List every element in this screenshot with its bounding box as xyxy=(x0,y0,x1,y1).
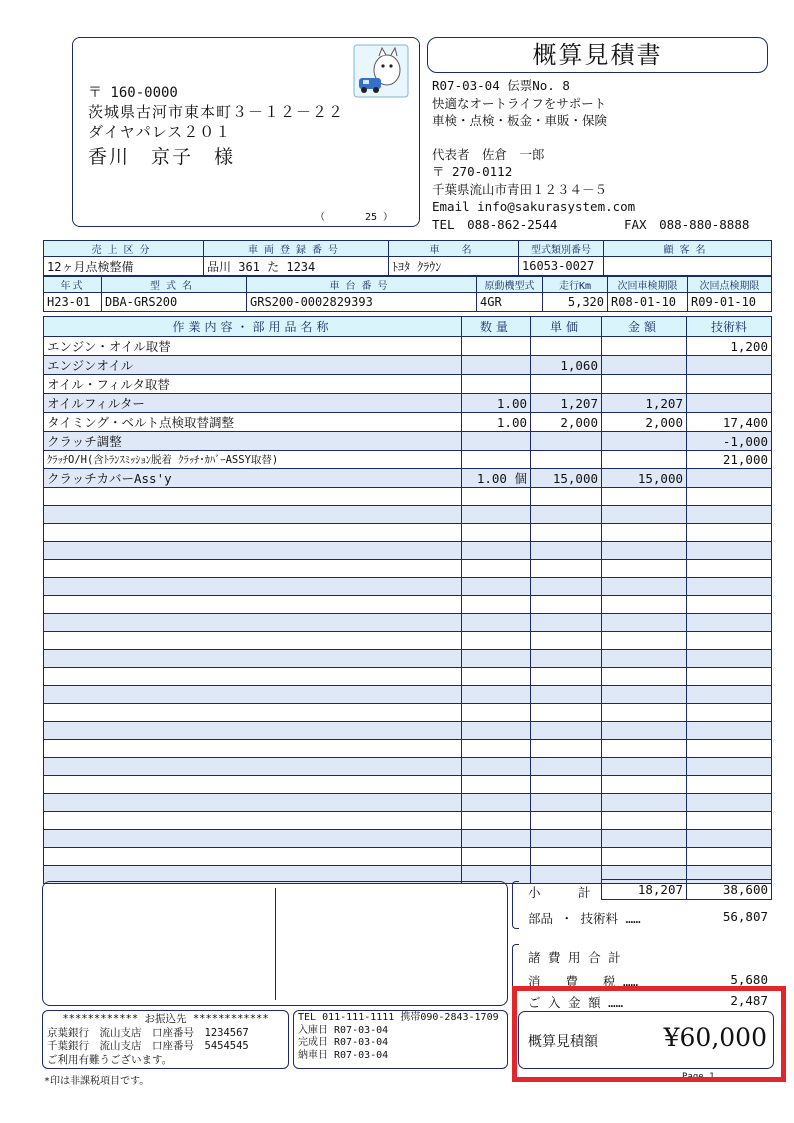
item-price xyxy=(531,578,602,596)
type-number: 16053-0027 xyxy=(519,257,604,276)
table-row xyxy=(44,356,772,375)
company-postal: 〒 270-0112 xyxy=(432,164,513,179)
item-qty: 1.00 xyxy=(462,413,531,432)
item-amount xyxy=(602,650,687,668)
hdr-car-name: 車 名 xyxy=(389,241,519,257)
item-amount xyxy=(602,560,687,578)
company-slogan1: 快適なオートライフをサポート xyxy=(432,95,607,111)
table-row xyxy=(44,488,772,506)
item-qty xyxy=(462,337,531,356)
item-tech xyxy=(687,722,772,740)
item-qty xyxy=(462,668,531,686)
table-row xyxy=(44,506,772,524)
estimate-total-label: 概算見積額 xyxy=(528,1034,598,1050)
table-row xyxy=(44,524,772,542)
item-tech: 21,000 xyxy=(687,451,772,469)
table-row xyxy=(44,469,772,488)
hdr-unit-price: 単価 xyxy=(531,317,602,337)
item-name xyxy=(44,488,462,506)
car-name: ﾄﾖﾀ ｸﾗｳﾝ xyxy=(389,257,519,276)
item-name xyxy=(44,524,462,542)
item-amount xyxy=(602,686,687,704)
table-row xyxy=(44,758,772,776)
notes-box xyxy=(42,881,508,1006)
item-qty xyxy=(462,776,531,794)
item-price xyxy=(531,794,602,812)
item-tech xyxy=(687,488,772,506)
item-amount xyxy=(602,614,687,632)
item-tech: -1,000 xyxy=(687,432,772,451)
next-check-date: R09-01-10 xyxy=(688,293,772,312)
item-name: オイルフィルター xyxy=(44,394,462,413)
model-name: DBA-GRS200 xyxy=(102,293,247,312)
hdr-year: 年式 xyxy=(44,277,102,293)
table-row xyxy=(44,614,772,632)
deposit-label: ご 入 金 額 …… xyxy=(528,995,624,1010)
item-price xyxy=(531,812,602,830)
table-row xyxy=(44,596,772,614)
item-tech xyxy=(687,650,772,668)
table-row xyxy=(44,740,772,758)
company-fax: FAX 088-880-8888 xyxy=(624,216,750,232)
item-price xyxy=(531,866,602,884)
item-qty xyxy=(462,506,531,524)
hdr-quantity: 数量 xyxy=(462,317,531,337)
registration-number: 品川 361 た 1234 xyxy=(204,257,389,276)
item-qty: 1.00 xyxy=(462,394,531,413)
hdr-type-number: 型式類別番号 xyxy=(519,241,604,257)
item-price: 15,000 xyxy=(531,469,602,488)
highlight-frame xyxy=(512,986,786,1082)
table-row xyxy=(44,668,772,686)
item-amount xyxy=(602,794,687,812)
item-tech xyxy=(687,794,772,812)
subtotal-label: 小 計 xyxy=(528,885,591,900)
hdr-model: 型式名 xyxy=(102,277,247,293)
subtotal-amount: 18,207 xyxy=(602,880,687,900)
item-name: クラッチカバーAss'y xyxy=(44,469,462,488)
item-name xyxy=(44,650,462,668)
item-name: エンジン・オイル取替 xyxy=(44,337,462,356)
company-slogan2: 車検・点検・板金・車販・保険 xyxy=(432,113,608,128)
item-price xyxy=(531,506,602,524)
hdr-mileage: 走行Km xyxy=(543,277,608,293)
item-price: 2,000 xyxy=(531,413,602,432)
item-qty xyxy=(462,614,531,632)
sales-category: 12ヶ月点検整備 xyxy=(44,257,204,276)
item-amount xyxy=(602,596,687,614)
item-amount xyxy=(602,848,687,866)
table-row xyxy=(44,432,772,451)
item-qty xyxy=(462,375,531,394)
item-tech: 1,200 xyxy=(687,337,772,356)
table-row xyxy=(44,337,772,356)
subtotal-tech: 38,600 xyxy=(687,880,772,900)
item-price: 1,207 xyxy=(531,394,602,413)
company-address: 千葉県流山市青田１２３４－５ xyxy=(432,181,608,197)
item-name xyxy=(44,578,462,596)
hdr-next-check: 次回点検期限 xyxy=(688,277,772,293)
item-amount xyxy=(602,542,687,560)
item-name xyxy=(44,668,462,686)
item-price xyxy=(531,375,602,394)
item-amount xyxy=(602,830,687,848)
item-amount xyxy=(602,812,687,830)
item-tech xyxy=(687,578,772,596)
item-tech xyxy=(687,740,772,758)
date-done: 完成日 R07-03-04 xyxy=(298,1037,389,1048)
item-tech xyxy=(687,848,772,866)
item-qty xyxy=(462,812,531,830)
item-price: 1,060 xyxy=(531,356,602,375)
date-deliver: 納車日 R07-03-04 xyxy=(298,1049,389,1061)
item-price xyxy=(531,848,602,866)
item-qty xyxy=(462,758,531,776)
mascot-illustration xyxy=(353,44,409,98)
item-qty xyxy=(462,488,531,506)
item-tech xyxy=(687,830,772,848)
item-tech xyxy=(687,812,772,830)
item-amount xyxy=(602,704,687,722)
item-tech: 17,400 xyxy=(687,413,772,432)
fees-bracket xyxy=(512,944,519,989)
item-price xyxy=(531,668,602,686)
table-row xyxy=(44,560,772,578)
item-qty xyxy=(462,848,531,866)
parts-tech-label: 部品 ・ 技術料 …… xyxy=(528,911,641,926)
item-qty xyxy=(462,704,531,722)
item-tech xyxy=(687,632,772,650)
item-qty xyxy=(462,578,531,596)
tax-label: 消 費 税 …… xyxy=(528,974,639,989)
customer-postal: 〒 160-0000 xyxy=(88,85,178,101)
item-tech xyxy=(687,356,772,375)
bank-line3: ご利用有難うございます。 xyxy=(47,1053,173,1066)
item-tech xyxy=(687,394,772,413)
table-row xyxy=(44,794,772,812)
item-amount xyxy=(602,356,687,375)
item-price xyxy=(531,704,602,722)
company-tel-fax xyxy=(432,216,772,234)
dates-box xyxy=(293,1010,508,1069)
item-price xyxy=(531,722,602,740)
item-name xyxy=(44,686,462,704)
item-qty xyxy=(462,830,531,848)
model-year: H23-01 xyxy=(44,293,102,312)
item-qty xyxy=(462,524,531,542)
item-name xyxy=(44,722,462,740)
item-tech xyxy=(687,686,772,704)
company-tel: TEL 088-862-2544 xyxy=(432,216,558,232)
item-price xyxy=(531,740,602,758)
item-price xyxy=(531,524,602,542)
table-row xyxy=(44,578,772,596)
bank-info-box xyxy=(42,1010,289,1069)
table-row xyxy=(44,722,772,740)
company-info xyxy=(432,77,772,233)
bank-line1: 京葉銀行 流山支店 口座番号 1234567 xyxy=(47,1026,249,1039)
item-tech xyxy=(687,542,772,560)
item-price xyxy=(531,830,602,848)
notes-divider xyxy=(275,888,276,1000)
item-tech xyxy=(687,524,772,542)
mileage: 5,320 xyxy=(543,293,608,312)
hdr-amount: 金額 xyxy=(602,317,687,337)
item-amount: 2,000 xyxy=(602,413,687,432)
item-price xyxy=(531,488,602,506)
item-amount xyxy=(602,337,687,356)
item-qty: 1.00 個 xyxy=(462,469,531,488)
item-amount xyxy=(602,632,687,650)
item-amount: 15,000 xyxy=(602,469,687,488)
contact-tel: TEL 011-111-1111 携帯090-2843-1709 xyxy=(298,1012,499,1023)
item-price xyxy=(531,451,602,469)
tax-value: 5,680 xyxy=(730,972,768,987)
item-price xyxy=(531,650,602,668)
item-name xyxy=(44,776,462,794)
item-price xyxy=(531,542,602,560)
item-name xyxy=(44,542,462,560)
item-name: ｸﾗｯﾁO/H(含ﾄﾗﾝｽﾐｯｼｮﾝ脱着 ｸﾗｯﾁ･ｶﾊﾞｰASSY取替) xyxy=(44,451,462,469)
table-row xyxy=(44,632,772,650)
item-qty xyxy=(462,432,531,451)
item-tech xyxy=(687,375,772,394)
item-qty xyxy=(462,650,531,668)
item-name: クラッチ調整 xyxy=(44,432,462,451)
item-amount xyxy=(602,578,687,596)
item-amount xyxy=(602,506,687,524)
item-name xyxy=(44,794,462,812)
engine-type: 4GR xyxy=(477,293,543,312)
hdr-engine: 原動機型式 xyxy=(477,277,543,293)
subtotal-bracket xyxy=(512,881,519,929)
bank-title: ************ お振込先 ************ xyxy=(62,1013,269,1025)
hdr-work-content: 作業内容・部用品名称 xyxy=(44,317,462,337)
fees-total-label: 諸 費 用 合 計 xyxy=(528,950,621,965)
page-number: Page 1 xyxy=(682,1072,715,1082)
item-price xyxy=(531,432,602,451)
item-tech xyxy=(687,506,772,524)
hdr-customer-name: 顧客名 xyxy=(604,241,772,257)
item-qty xyxy=(462,451,531,469)
subtotal-table xyxy=(601,879,772,900)
vehicle-info-table xyxy=(43,240,772,276)
table-row xyxy=(44,812,772,830)
item-amount xyxy=(602,451,687,469)
item-name: エンジンオイル xyxy=(44,356,462,375)
item-tech xyxy=(687,776,772,794)
item-amount xyxy=(602,432,687,451)
item-name xyxy=(44,740,462,758)
item-price xyxy=(531,614,602,632)
items-header-row xyxy=(44,317,772,337)
item-amount xyxy=(602,488,687,506)
item-amount xyxy=(602,524,687,542)
hdr-chassis: 車台番号 xyxy=(247,277,477,293)
customer-address-line2: ダイヤパレス２０１ xyxy=(88,123,232,141)
hdr-next-inspection: 次回車検期限 xyxy=(608,277,688,293)
item-qty xyxy=(462,722,531,740)
item-qty xyxy=(462,794,531,812)
company-representative: 代表者 佐倉 一郎 xyxy=(432,146,545,162)
tax-note: *印は非課税項目です。 xyxy=(44,1076,150,1087)
item-amount xyxy=(602,375,687,394)
item-qty xyxy=(462,560,531,578)
item-price xyxy=(531,632,602,650)
customer-page-code: （ 25 ） xyxy=(315,212,394,223)
parts-tech-value: 56,807 xyxy=(722,909,768,924)
bank-line2: 千葉銀行 流山支店 口座番号 5454545 xyxy=(47,1040,249,1052)
item-amount xyxy=(602,776,687,794)
item-name xyxy=(44,704,462,722)
item-amount xyxy=(602,722,687,740)
next-inspection-date: R08-01-10 xyxy=(608,293,688,312)
table-row xyxy=(44,686,772,704)
company-email: Email info@sakurasystem.com xyxy=(432,199,636,214)
customer-address-line1: 茨城県古河市東本町３－１２－２２ xyxy=(88,103,345,121)
table-row xyxy=(44,542,772,560)
item-qty xyxy=(462,596,531,614)
item-name xyxy=(44,830,462,848)
item-name xyxy=(44,614,462,632)
vehicle-detail-table xyxy=(43,276,772,312)
item-name xyxy=(44,596,462,614)
item-tech xyxy=(687,560,772,578)
item-tech xyxy=(687,758,772,776)
deposit-value: 2,487 xyxy=(730,993,768,1008)
item-amount xyxy=(602,668,687,686)
item-tech xyxy=(687,614,772,632)
table-row xyxy=(44,413,772,432)
document-title: 概算見積書 xyxy=(532,41,663,69)
item-qty xyxy=(462,740,531,758)
item-amount: 1,207 xyxy=(602,394,687,413)
item-price xyxy=(531,686,602,704)
item-amount xyxy=(602,740,687,758)
table-row xyxy=(44,650,772,668)
item-tech xyxy=(687,469,772,488)
item-price xyxy=(531,596,602,614)
estimate-total-value: ¥60,000 xyxy=(663,1023,767,1052)
item-tech xyxy=(687,704,772,722)
item-price xyxy=(531,337,602,356)
document-title-box xyxy=(427,37,768,73)
date-in: 入庫日 R07-03-04 xyxy=(298,1024,389,1036)
item-amount xyxy=(602,758,687,776)
item-tech xyxy=(687,596,772,614)
item-qty xyxy=(462,686,531,704)
table-row xyxy=(44,848,772,866)
hdr-registration: 車両登録番号 xyxy=(204,241,389,257)
customer-name-value xyxy=(604,257,772,276)
item-name: タイミング・ベルト点検取替調整 xyxy=(44,413,462,432)
item-name xyxy=(44,848,462,866)
hdr-tech-fee: 技術料 xyxy=(687,317,772,337)
item-name xyxy=(44,758,462,776)
customer-address-box xyxy=(72,37,420,227)
work-items-table xyxy=(43,316,772,884)
table-row xyxy=(44,451,772,469)
customer-name: 香川 京子 様 xyxy=(88,146,236,168)
item-name xyxy=(44,506,462,524)
table-row xyxy=(44,704,772,722)
table-row xyxy=(44,394,772,413)
item-price xyxy=(531,758,602,776)
table-row xyxy=(44,375,772,394)
hdr-sales-category: 売上区分 xyxy=(44,241,204,257)
item-name xyxy=(44,812,462,830)
slip-number: R07-03-04 伝票No. 8 xyxy=(432,78,570,93)
item-price xyxy=(531,776,602,794)
item-tech xyxy=(687,668,772,686)
table-row xyxy=(44,830,772,848)
chassis-number: GRS200-0002829393 xyxy=(247,293,477,312)
item-name xyxy=(44,560,462,578)
item-qty xyxy=(462,542,531,560)
item-name: オイル・フィルタ取替 xyxy=(44,375,462,394)
item-name xyxy=(44,632,462,650)
table-row xyxy=(44,776,772,794)
item-qty xyxy=(462,632,531,650)
item-price xyxy=(531,560,602,578)
item-qty xyxy=(462,356,531,375)
